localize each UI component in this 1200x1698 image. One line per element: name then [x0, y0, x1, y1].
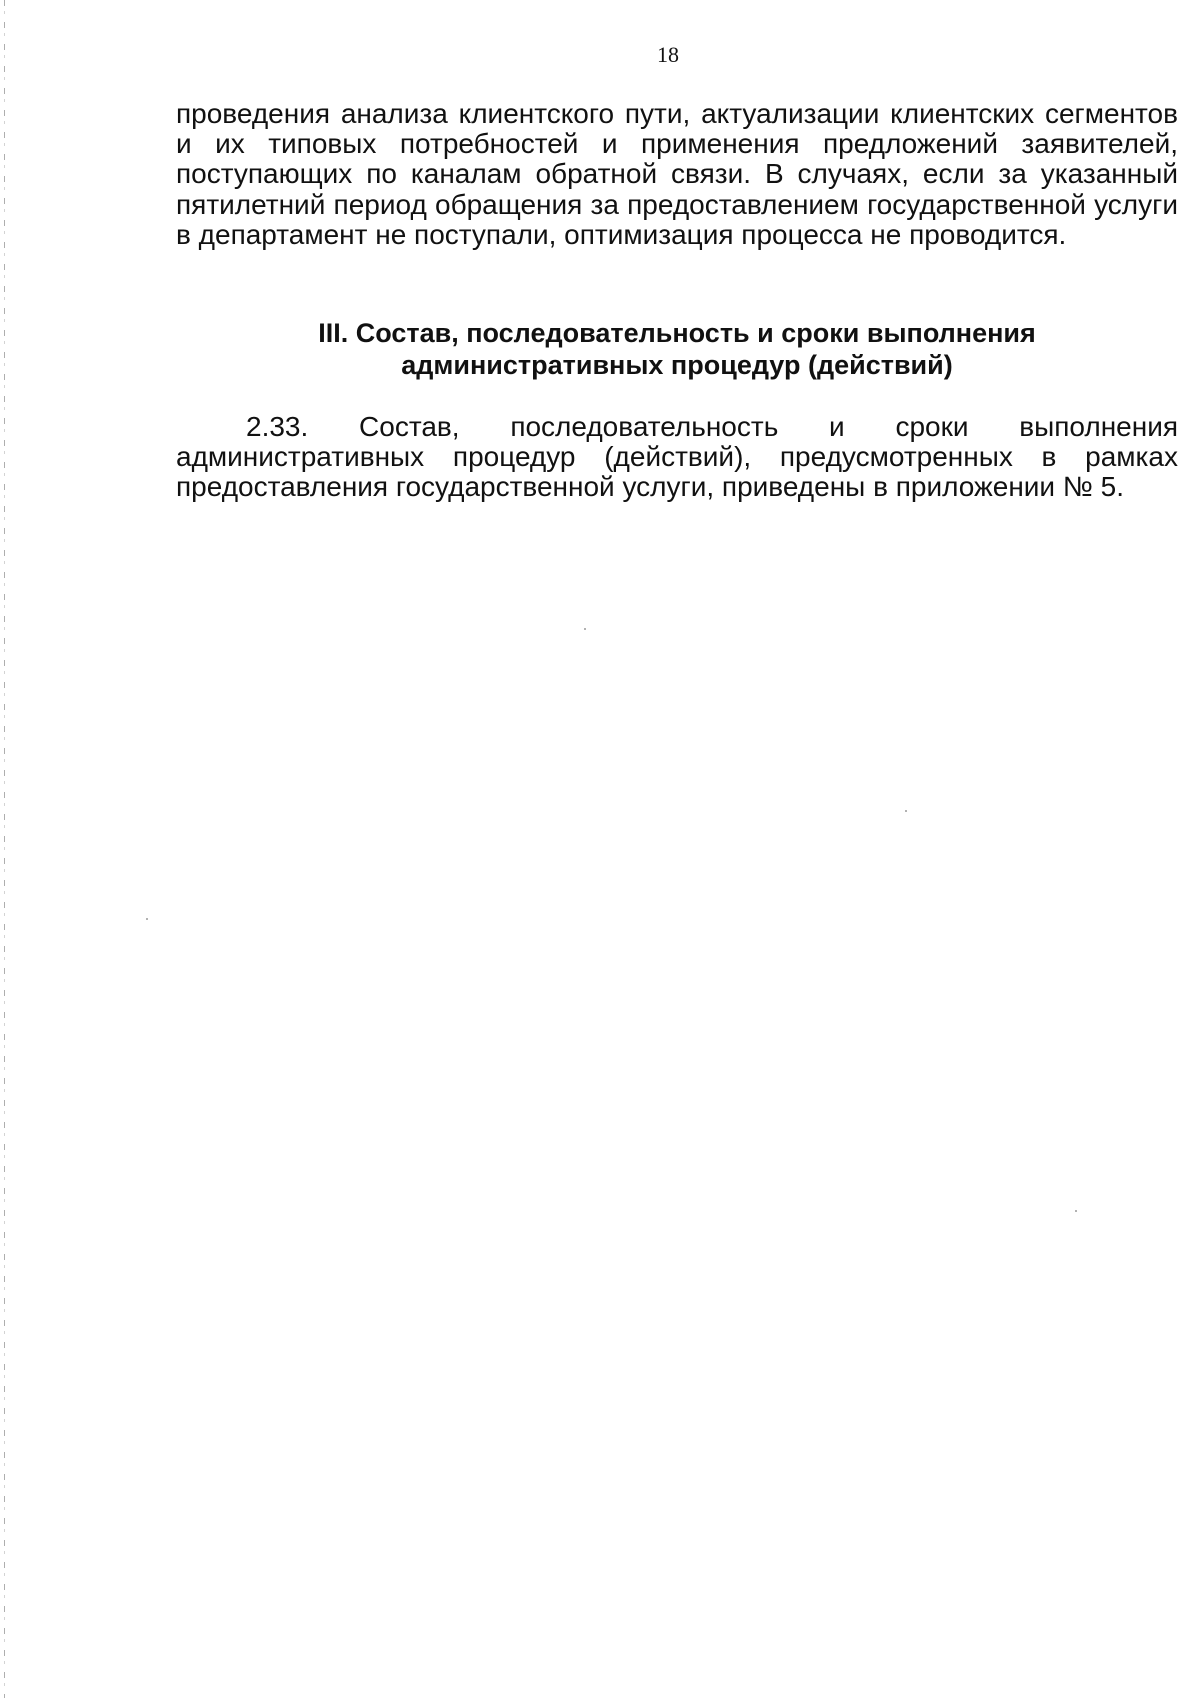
paragraph-continuation: проведения анализа клиентского пути, актуализации клиентских сегментов и их типовых потребностей и применения предложений заявителей, поступающих по каналам обратной связи. В случаях, если за указанный пятилетний период обращения за предоставлением государственной услуги в департамент не поступали, оптимизация процесса не проводится.	[176, 98, 1178, 250]
scan-speck	[1075, 1210, 1077, 1212]
section-heading-line-2: административных процедур (действий)	[401, 350, 953, 380]
section-heading-line-1: III. Состав, последовательность и сроки выполнения	[318, 318, 1036, 348]
paragraph-2-33: 2.33. Состав, последовательность и сроки выполнения административных процедур (действий), предусмотренных в рамках предоставления государственной услуги, приведены в приложении № 5.	[176, 411, 1178, 503]
scan-speck	[146, 918, 148, 920]
page-number: 18	[657, 42, 679, 67]
scan-speck	[905, 810, 907, 812]
scan-edge-artifact	[4, 0, 5, 1698]
section-heading	[176, 317, 1178, 381]
scan-speck	[584, 628, 586, 630]
